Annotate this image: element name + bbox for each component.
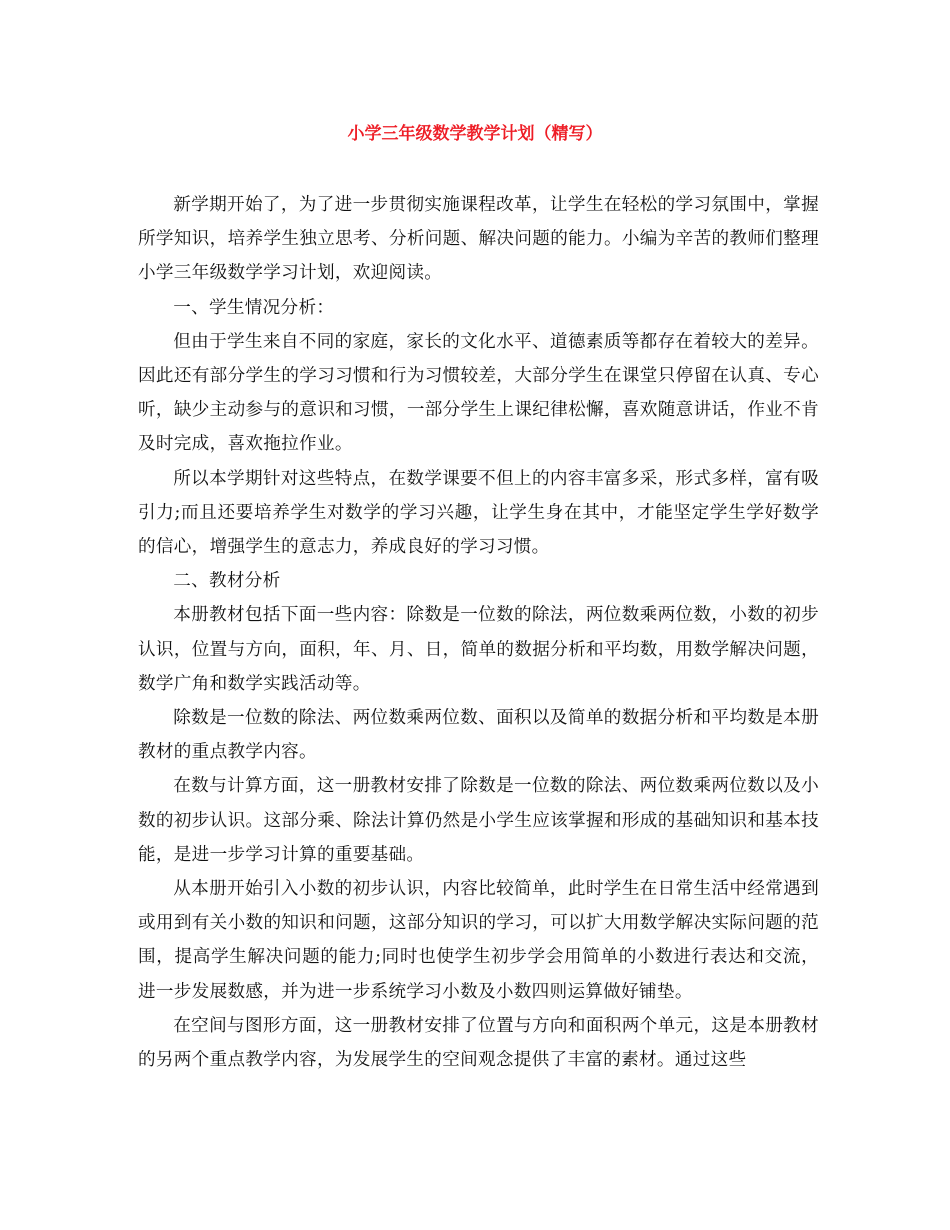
paragraph-teaching-focus: 所以本学期针对这些特点，在数学课要不但上的内容丰富多采，形式多样，富有吸引力;而且还要培养学生对数学的学习兴趣，让学生身在其中，才能坚定学生学好数学的信心，增强学生的意志力，养成良好的学习习惯。 — [138, 468, 819, 558]
heading-textbook-analysis: 二、教材分析 — [173, 571, 281, 592]
paragraph-decimals: 从本册开始引入小数的初步认识，内容比较简单，此时学生在日常生活中经常遇到或用到有关小数的知识和问题，这部分知识的学习，可以扩大用数学解决实际问题的范围，提高学生解决问题的能力;同时也使学生初步学会用简单的小数进行表达和交流，进一步发展数感，并为进一步系统学习小数及小数四则运算做好铺垫。 — [138, 879, 819, 1002]
paragraph-space-shapes: 在空间与图形方面，这一册教材安排了位置与方向和面积两个单元，这是本册教材的另两个重点教学内容，为发展学生的空间观念提供了丰富的素材。通过这些 — [138, 1015, 819, 1071]
paragraph-key-content: 除数是一位数的除法、两位数乘两位数、面积以及简单的数据分析和平均数是本册教材的重点教学内容。 — [138, 708, 819, 763]
heading-student-analysis: 一、学生情况分析： — [173, 297, 335, 318]
document-body — [138, 188, 819, 1077]
paragraph-number-calculation: 在数与计算方面，这一册教材安排了除数是一位数的除法、两位数乘两位数以及小数的初步认识。这部分乘、除法计算仍然是小学生应该掌握和形成的基础知识和基本技能，是进一步学习计算的重要基础。 — [138, 776, 819, 865]
paragraph-intro: 新学期开始了，为了进一步贯彻实施课程改革，让学生在轻松的学习氛围中，掌握所学知识，培养学生独立思考、分析问题、解决问题的能力。小编为辛苦的教师们整理小学三年级数学学习计划，欢迎阅读。 — [138, 195, 819, 284]
paragraph-textbook-contents: 本册教材包括下面一些内容：除数是一位数的除法，两位数乘两位数，小数的初步认识，位置与方向，面积，年、月、日，简单的数据分析和平均数，用数学解决问题，数学广角和数学实践活动等。 — [138, 605, 819, 694]
paragraph-student-background: 但由于学生来自不同的家庭，家长的文化水平、道德素质等都存在着较大的差异。因此还有部分学生的学习习惯和行为习惯较差，大部分学生在课堂只停留在认真、专心听，缺少主动参与的意识和习惯，一部分学生上课纪律松懈，喜欢随意讲话，作业不肯及时完成，喜欢拖拉作业。 — [138, 331, 819, 455]
document-title: 小学三年级数学教学计划（精写） — [347, 124, 603, 144]
